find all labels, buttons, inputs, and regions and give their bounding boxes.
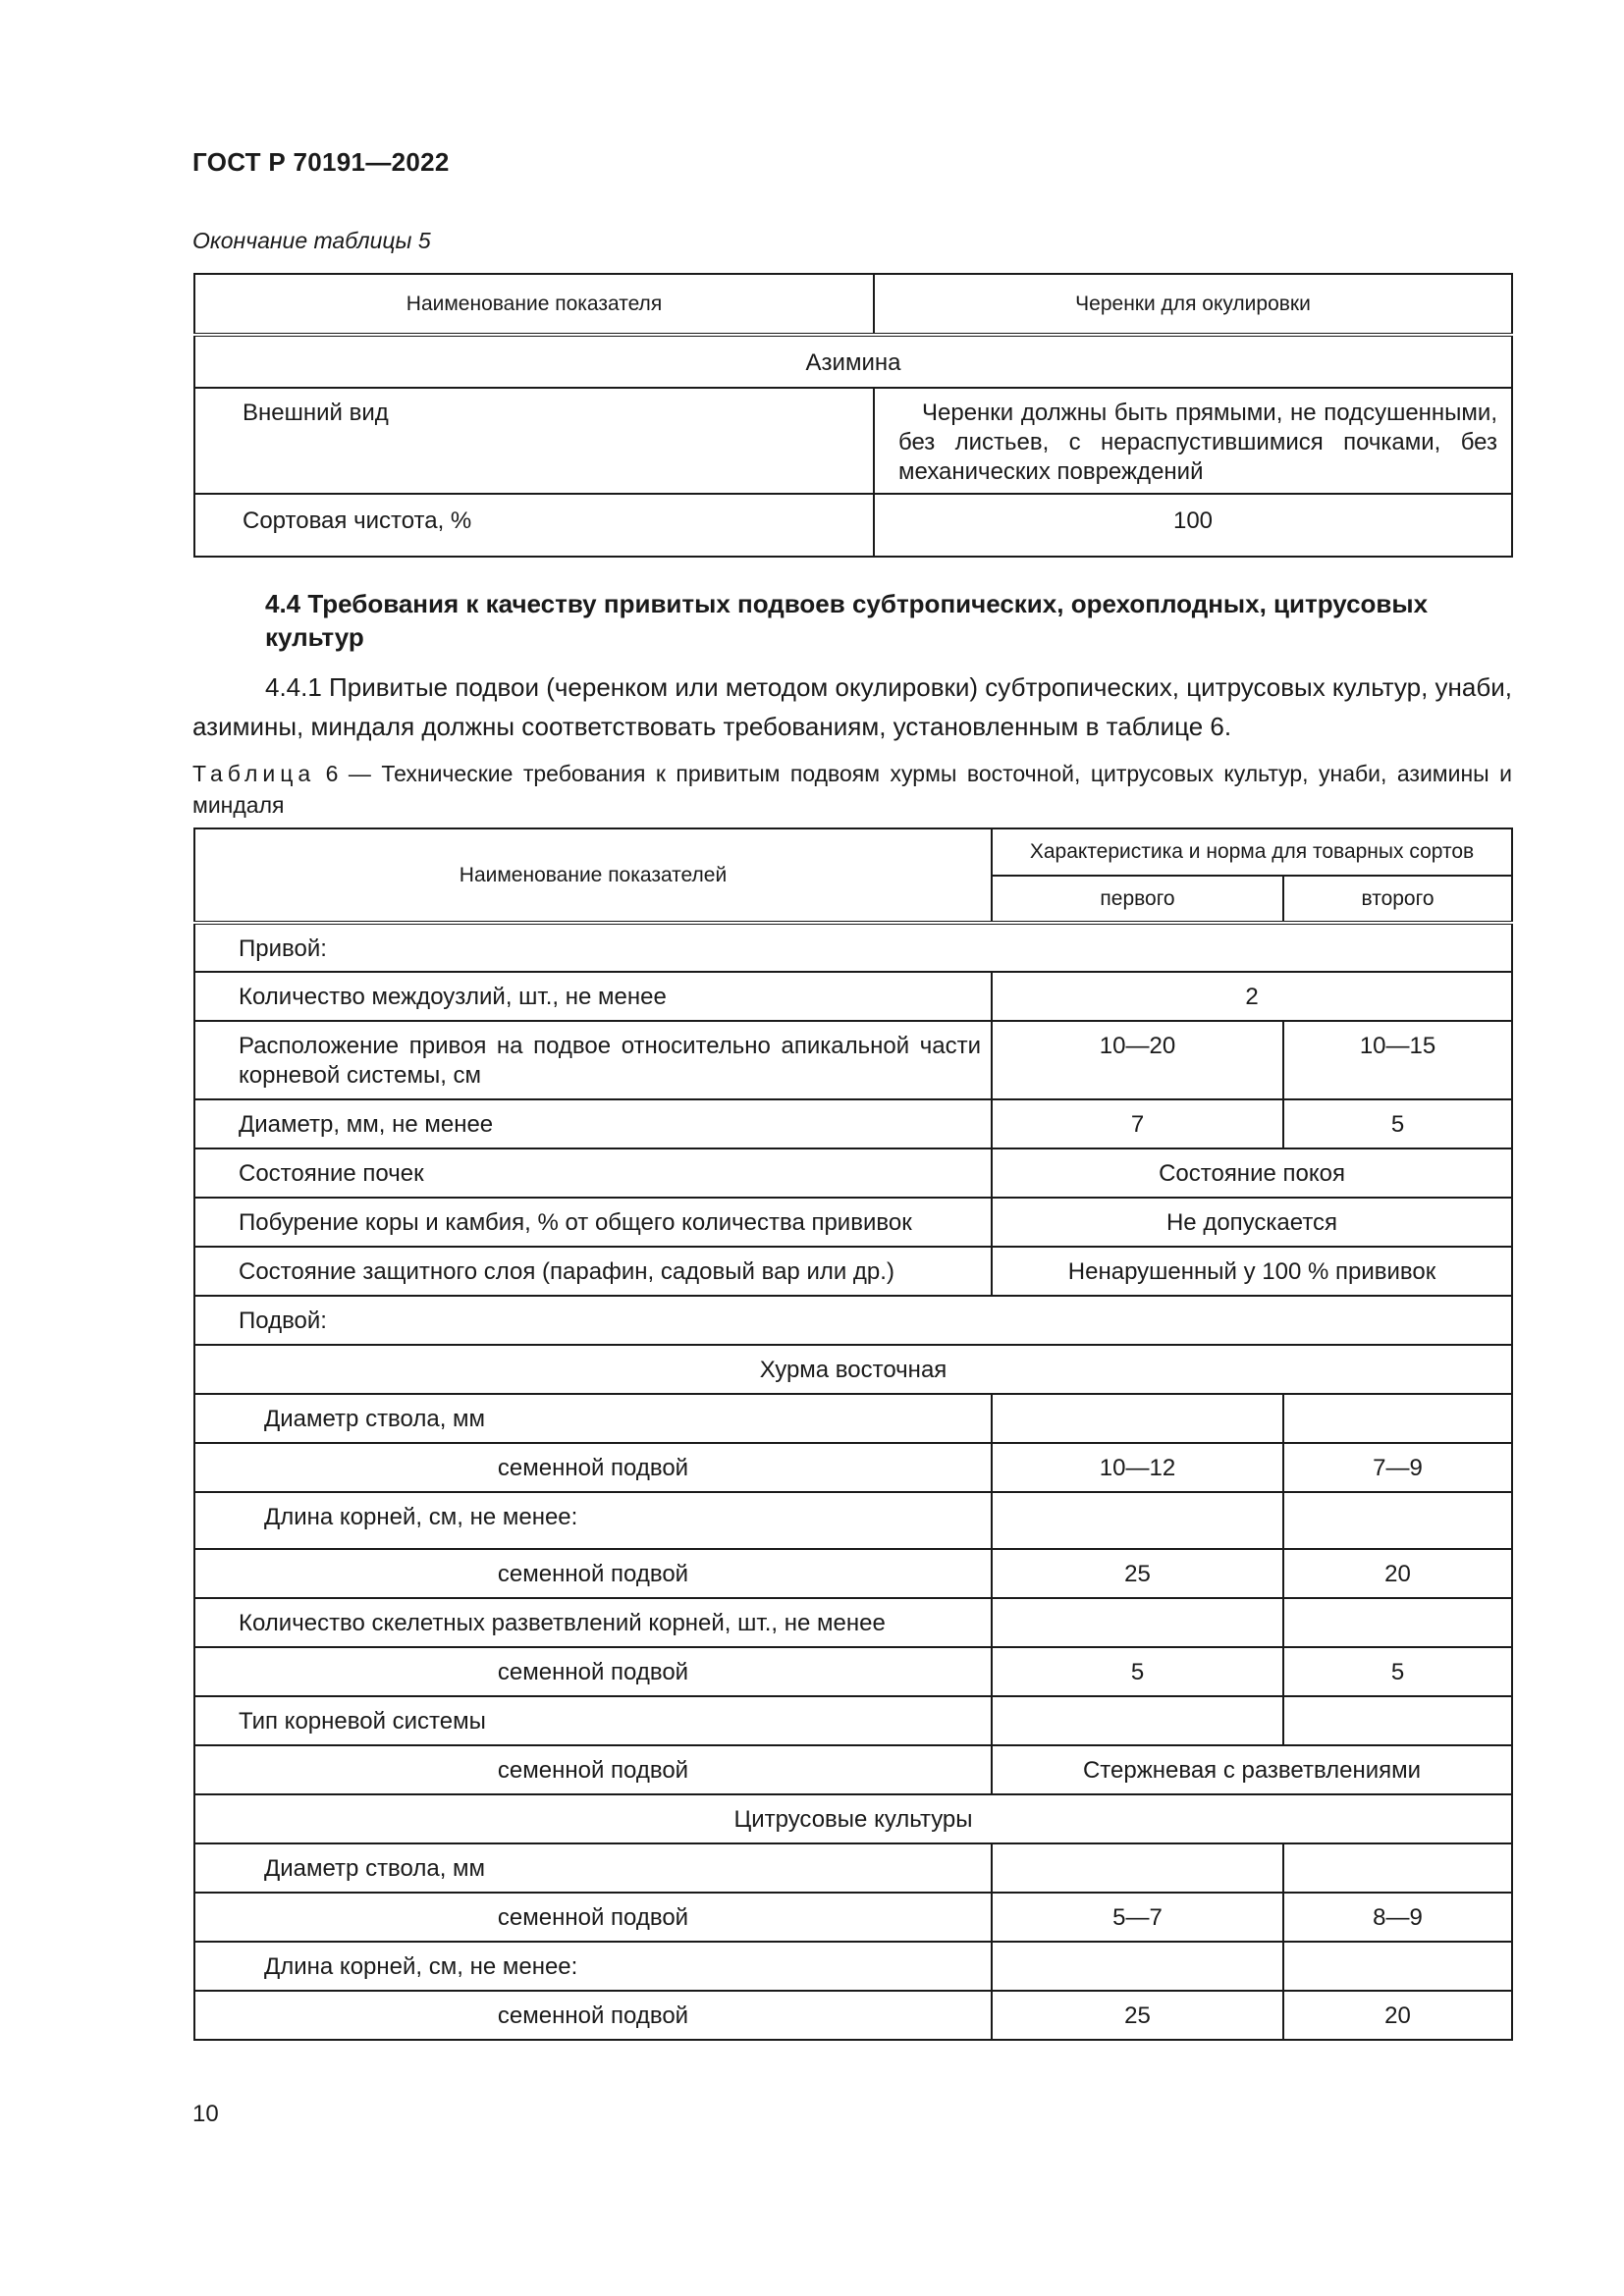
table6-row-value: 7—9 bbox=[1283, 1443, 1512, 1492]
section-paragraph: 4.4.1 Привитые подвои (черенком или методом окулировки) субтропических, цитрусовых культур, унаби, азимины, миндаля должны соответствовать требованиям, установленным в таблице 6. bbox=[192, 672, 1512, 741]
table6-row-value: Стержневая с разветвлениями bbox=[992, 1745, 1512, 1794]
table6-row-label: Длина корней, см, не менее: bbox=[194, 1942, 992, 1991]
table6-header-group: Характеристика и норма для товарных сортов bbox=[992, 828, 1512, 876]
table6-empty-cell bbox=[992, 1942, 1283, 1991]
table6-row-value: 5 bbox=[1283, 1647, 1512, 1696]
table6-row-sublabel: семенной подвой bbox=[194, 1893, 992, 1942]
table6-row-label: Побурение коры и камбия, % от общего количества прививок bbox=[194, 1198, 992, 1247]
table6-empty-cell bbox=[992, 1696, 1283, 1745]
document-standard-number: ГОСТ Р 70191—2022 bbox=[192, 147, 450, 177]
table6-group-hurma: Хурма восточная bbox=[194, 1345, 1512, 1394]
table6-empty-cell bbox=[992, 1843, 1283, 1893]
table6-row-value: Не допускается bbox=[992, 1198, 1512, 1247]
table5-header-cuttings: Черенки для окулировки bbox=[874, 274, 1512, 335]
table6-row-value: 20 bbox=[1283, 1549, 1512, 1598]
section-heading: 4.4 Требования к качеству привитых подвоев субтропических, орехоплодных, цитрусовых культур bbox=[265, 589, 1429, 652]
table6-row-value: 5—7 bbox=[992, 1893, 1283, 1942]
table6-row-value: Ненарушенный у 100 % прививок bbox=[992, 1247, 1512, 1296]
table6-row-value: 2 bbox=[992, 972, 1512, 1021]
table6-group-citrus: Цитрусовые культуры bbox=[194, 1794, 1512, 1843]
table6-empty-cell bbox=[1283, 1492, 1512, 1549]
table6-row-sublabel: семенной подвой bbox=[194, 1443, 992, 1492]
table6-row-label: Состояние защитного слоя (парафин, садовый вар или др.) bbox=[194, 1247, 992, 1296]
table6-header-name: Наименование показателей bbox=[194, 828, 992, 923]
table6-row-value: 5 bbox=[992, 1647, 1283, 1696]
table6-row-sublabel: семенной подвой bbox=[194, 1647, 992, 1696]
table6-row-label: Состояние почек bbox=[194, 1148, 992, 1198]
page-number: 10 bbox=[192, 2101, 219, 2127]
table5-row-name: Сортовая чистота, % bbox=[194, 494, 874, 557]
table6-row-value: 8—9 bbox=[1283, 1893, 1512, 1942]
table6-row-value: 10—15 bbox=[1283, 1021, 1512, 1099]
table6-row-sublabel: семенной подвой bbox=[194, 1745, 992, 1794]
table6-caption-text: 6 — Технические требования к привитым подвоям хурмы восточной, цитрусовых культур, унаби, азимины и миндаля bbox=[192, 761, 1512, 818]
table6-row-podvoy: Подвой: bbox=[194, 1296, 1512, 1345]
table6-empty-cell bbox=[992, 1394, 1283, 1443]
table5-row-name: Внешний вид bbox=[194, 388, 874, 494]
table6-row-sublabel: семенной подвой bbox=[194, 1991, 992, 2040]
table6-row-label: Количество скелетных разветвлений корней, шт., не менее bbox=[194, 1598, 992, 1647]
table6-row-value: 5 bbox=[1283, 1099, 1512, 1148]
table6-row-value: 10—20 bbox=[992, 1021, 1283, 1099]
table6-row-value: 7 bbox=[992, 1099, 1283, 1148]
table6-row-privoy: Привой: bbox=[194, 923, 1512, 972]
table6-row-label: Диаметр ствола, мм bbox=[194, 1394, 992, 1443]
table6-row-label: Диаметр ствола, мм bbox=[194, 1843, 992, 1893]
table6-empty-cell bbox=[1283, 1598, 1512, 1647]
table-5 bbox=[193, 273, 1513, 558]
table6-caption-label: Таблица bbox=[192, 761, 316, 786]
table6-row-sublabel: семенной подвой bbox=[194, 1549, 992, 1598]
table5-header-name: Наименование показателя bbox=[194, 274, 874, 335]
table6-row-value: 20 bbox=[1283, 1991, 1512, 2040]
table5-group-azimina: Азимина bbox=[194, 335, 1512, 388]
table5-row-value: Черенки должны быть прямыми, не подсушенными, без листьев, с нераспустившимися почками, без механических повреждений bbox=[874, 388, 1512, 494]
table6-row-value: 25 bbox=[992, 1991, 1283, 2040]
table6-header-first: первого bbox=[992, 876, 1283, 923]
table6-row-value: Состояние покоя bbox=[992, 1148, 1512, 1198]
table6-empty-cell bbox=[992, 1598, 1283, 1647]
table6-row-value: 10—12 bbox=[992, 1443, 1283, 1492]
table6-caption bbox=[192, 758, 1512, 821]
table6-row-label: Длина корней, см, не менее: bbox=[194, 1492, 992, 1549]
table5-row-value: 100 bbox=[874, 494, 1512, 557]
table6-row-label: Количество междоузлий, шт., не менее bbox=[194, 972, 992, 1021]
table6-empty-cell bbox=[1283, 1942, 1512, 1991]
table6-empty-cell bbox=[992, 1492, 1283, 1549]
table6-header-second: второго bbox=[1283, 876, 1512, 923]
table6-row-label: Тип корневой системы bbox=[194, 1696, 992, 1745]
table-6 bbox=[193, 828, 1513, 2041]
table5-continuation-label: Окончание таблицы 5 bbox=[192, 228, 431, 253]
table6-empty-cell bbox=[1283, 1394, 1512, 1443]
table6-row-label: Расположение привоя на подвое относительно апикальной части корневой системы, см bbox=[194, 1021, 992, 1099]
table6-empty-cell bbox=[1283, 1696, 1512, 1745]
table6-row-value: 25 bbox=[992, 1549, 1283, 1598]
table6-empty-cell bbox=[1283, 1843, 1512, 1893]
table6-row-label: Диаметр, мм, не менее bbox=[194, 1099, 992, 1148]
